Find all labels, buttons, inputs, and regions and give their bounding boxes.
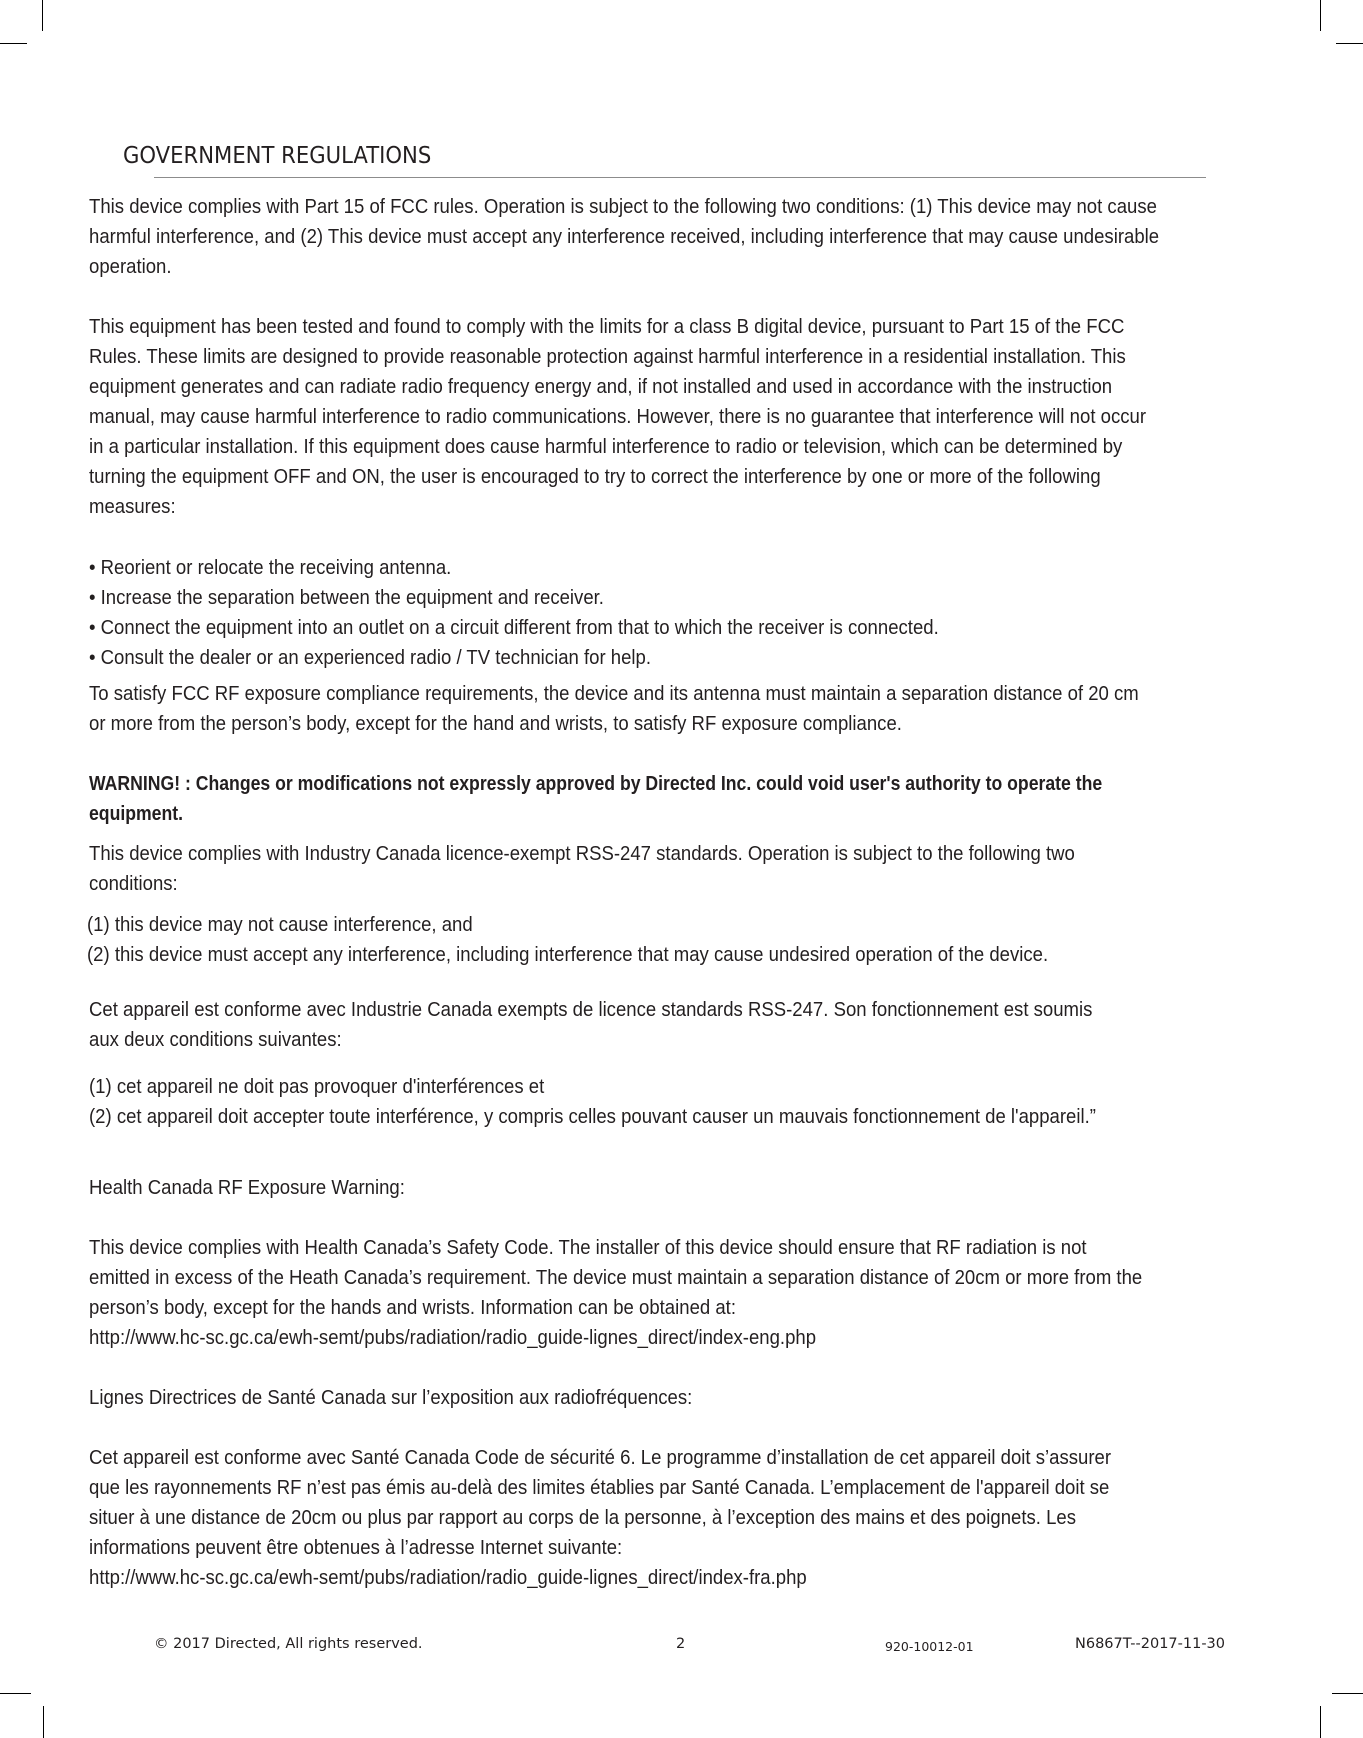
crop-mark — [1332, 1693, 1363, 1694]
text-line: measures: — [89, 495, 176, 518]
text-line: Cet appareil est conforme avec Santé Canada Code de sécurité 6. Le programme d’installation de cet appareil doit s’assurer — [89, 1446, 1111, 1469]
text-line: aux deux conditions suivantes: — [89, 1028, 342, 1051]
text-line: equipment. — [89, 802, 184, 825]
text-line: person’s body, except for the hands and wrists. Information can be obtained at: — [89, 1296, 736, 1319]
text-line: harmful interference, and (2) This device must accept any interference received, including interference that may cause undesirable — [89, 225, 1160, 248]
footer-part-number: 920-10012-01 — [885, 1639, 974, 1654]
text-line: Rules. These limits are designed to provide reasonable protection against harmful interference in a residential installation. This — [89, 345, 1126, 368]
health-canada-title — [89, 1173, 1289, 1203]
list-item: • Increase the separation between the equipment and receiver. — [89, 586, 604, 609]
text-line: WARNING! : Changes or modifications not expressly approved by Directed Inc. could void user's authority to operate the — [89, 772, 1103, 795]
text-line: turning the equipment OFF and ON, the user is encouraged to try to correct the interference by one or more of the following — [89, 465, 1101, 488]
ic-fr-conditions-list — [89, 1072, 1289, 1132]
text-line: conditions: — [89, 872, 178, 895]
footer-copyright: © 2017 Directed, All rights reserved. — [154, 1636, 423, 1652]
ic-conditions-list — [87, 910, 1287, 970]
section-heading: Lignes Directrices de Santé Canada sur l’exposition aux radiofréquences: — [89, 1386, 693, 1409]
list-item: • Connect the equipment into an outlet on a circuit different from that to which the receiver is connected. — [89, 616, 939, 639]
text-line: in a particular installation. If this equipment does cause harmful interference to radio or television, which can be determined by — [89, 435, 1123, 458]
crop-mark — [42, 0, 43, 31]
list-item: (2) this device must accept any interference, including interference that may cause undesired operation of the device. — [87, 943, 1049, 966]
text-line: This equipment has been tested and found to comply with the limits for a class B digital device, pursuant to Part 15 of the FCC — [89, 315, 1125, 338]
text-line: Cet appareil est conforme avec Industrie Canada exempts de licence standards RSS-247. Son fonctionnement est soumis — [89, 998, 1093, 1021]
footer-page-number: 2 — [676, 1636, 686, 1652]
text-line: or more from the person’s body, except for the hand and wrists, to satisfy RF exposure compliance. — [89, 712, 902, 735]
text-line: operation. — [89, 255, 172, 278]
footer-doc-code: N6867T--2017-11-30 — [1075, 1636, 1226, 1652]
crop-mark — [1320, 1706, 1321, 1738]
text-line: This device complies with Part 15 of FCC rules. Operation is subject to the following two conditions: (1) This device may not cause — [89, 195, 1157, 218]
sante-canada-title — [89, 1383, 1289, 1413]
ic-fr-intro-paragraph — [89, 995, 1289, 1055]
list-item: (2) cet appareil doit accepter toute interférence, y compris celles pouvant causer un mauvais fonctionnement de l'appareil.” — [89, 1105, 1096, 1128]
crop-mark — [1320, 0, 1321, 31]
crop-mark — [0, 1693, 31, 1694]
health-canada-url: http://www.hc-sc.gc.ca/ewh-semt/pubs/radiation/radio_guide-lignes_direct/index-eng.php — [89, 1326, 817, 1349]
crop-mark — [1336, 43, 1363, 44]
text-line: manual, may cause harmful interference to radio communications. However, there is no guarantee that interference will not occur — [89, 405, 1146, 428]
crop-mark — [43, 1706, 44, 1738]
section-heading: Health Canada RF Exposure Warning: — [89, 1176, 405, 1199]
health-canada-paragraph — [89, 1233, 1289, 1353]
text-line: emitted in excess of the Heath Canada’s requirement. The device must maintain a separation distance of 20cm or more from the — [89, 1266, 1143, 1289]
measures-list — [89, 553, 1289, 673]
list-item: (1) cet appareil ne doit pas provoquer d'interférences et — [89, 1075, 545, 1098]
list-item: • Reorient or relocate the receiving antenna. — [89, 556, 452, 579]
text-line: situer à une distance de 20cm ou plus par rapport au corps de la personne, à l’exception des mains et des poignets. Les — [89, 1506, 1076, 1529]
class-b-paragraph — [89, 312, 1289, 522]
rf-exposure-paragraph — [89, 679, 1289, 739]
text-line: This device complies with Health Canada’s Safety Code. The installer of this device should ensure that RF radiation is not — [89, 1236, 1087, 1259]
text-line: equipment generates and can radiate radio frequency energy and, if not installed and used in accordance with the instruction — [89, 375, 1113, 398]
text-line: informations peuvent être obtenues à l’adresse Internet suivante: — [89, 1536, 623, 1559]
crop-mark — [0, 43, 27, 44]
page-title: GOVERNMENT REGULATIONS — [123, 143, 432, 170]
ic-intro-paragraph — [89, 839, 1289, 899]
sante-canada-paragraph — [89, 1443, 1289, 1593]
sante-canada-url: http://www.hc-sc.gc.ca/ewh-semt/pubs/radiation/radio_guide-lignes_direct/index-fra.php — [89, 1566, 807, 1589]
text-line: To satisfy FCC RF exposure compliance requirements, the device and its antenna must maintain a separation distance of 20 cm — [89, 682, 1139, 705]
fcc-intro-paragraph — [89, 192, 1289, 282]
title-divider — [154, 177, 1206, 178]
text-line: que les rayonnements RF n’est pas émis au-delà des limites établies par Santé Canada. L’emplacement de l'appareil doit se — [89, 1476, 1110, 1499]
text-line: This device complies with Industry Canada licence-exempt RSS-247 standards. Operation is subject to the following two — [89, 842, 1075, 865]
list-item: • Consult the dealer or an experienced radio / TV technician for help. — [89, 646, 652, 669]
list-item: (1) this device may not cause interference, and — [87, 913, 473, 936]
warning-paragraph — [89, 769, 1289, 829]
